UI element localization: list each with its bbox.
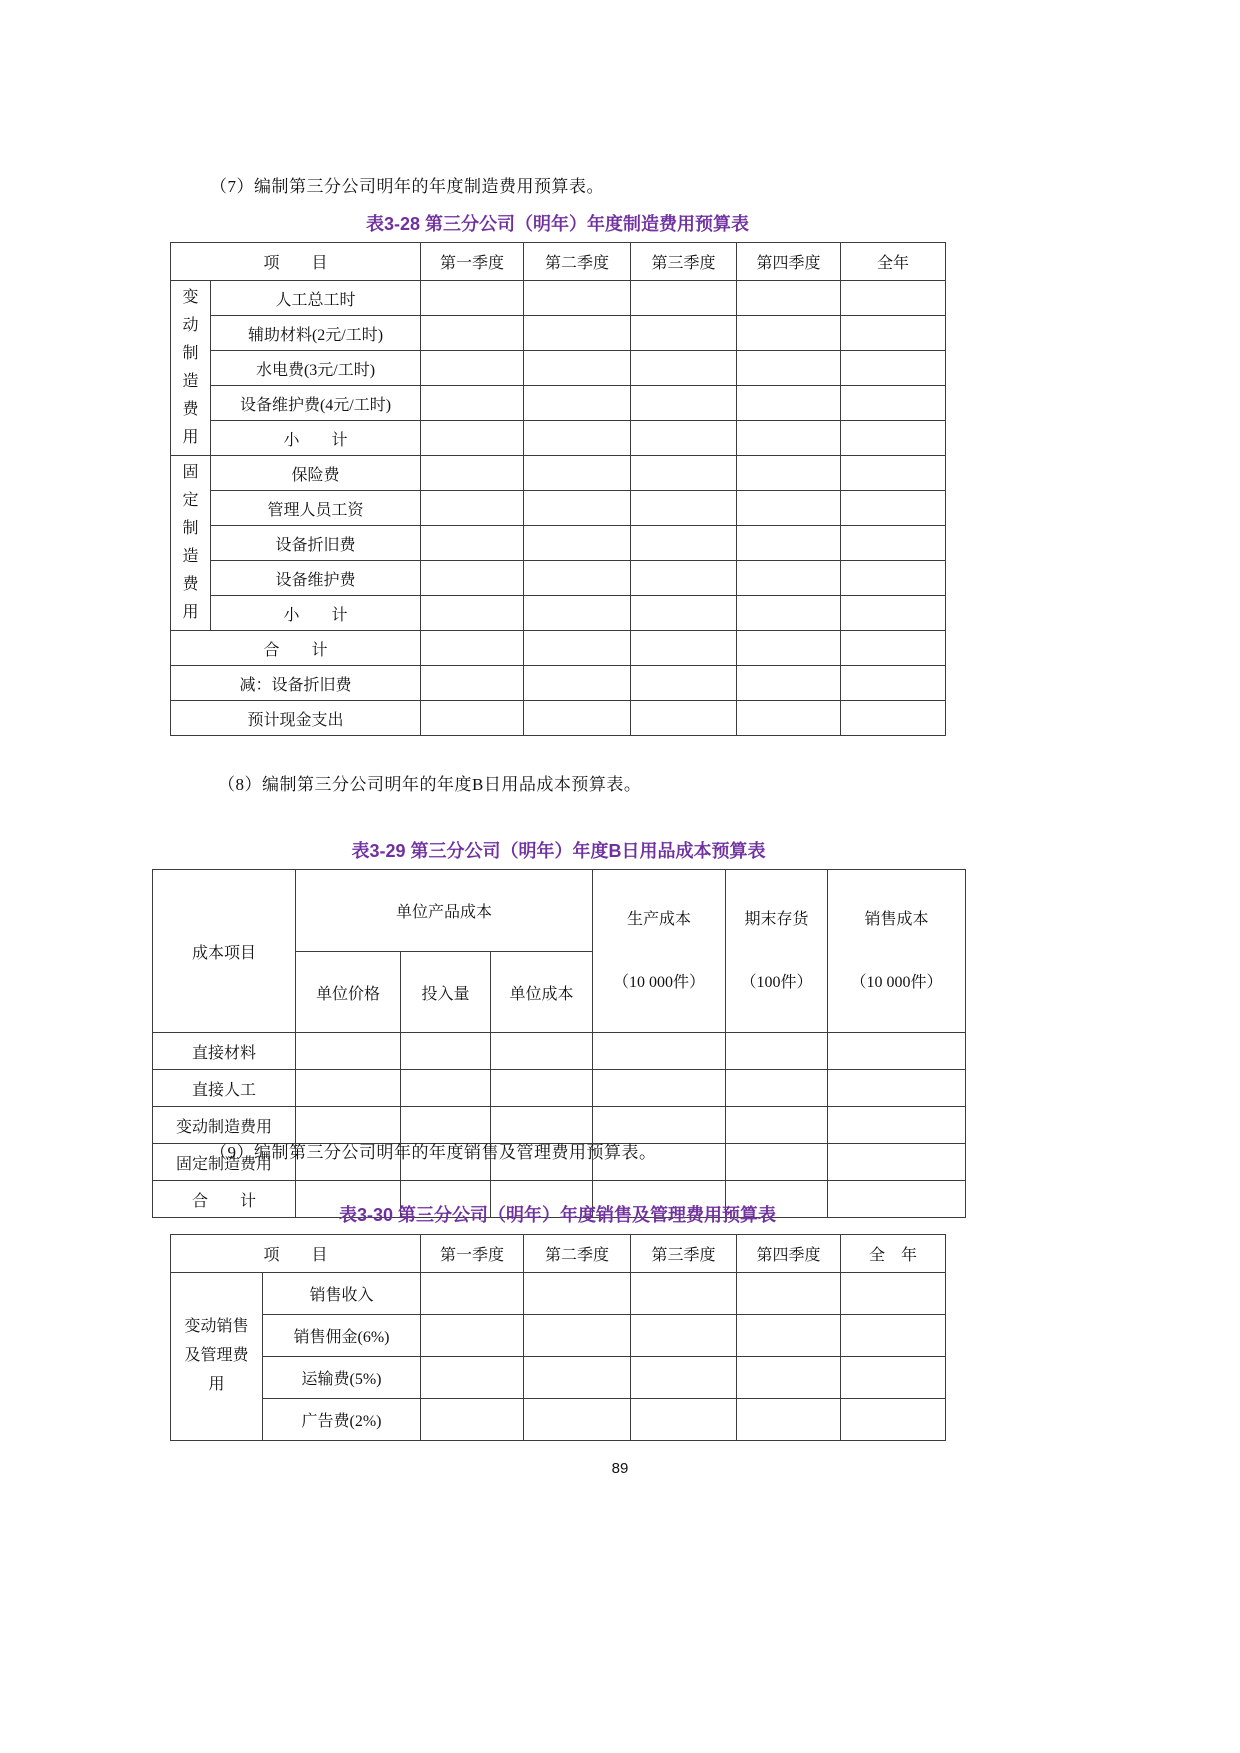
empty-cell	[421, 421, 524, 456]
row-label: 广告费(2%)	[263, 1399, 421, 1441]
empty-cell	[524, 386, 631, 421]
empty-cell	[841, 1315, 946, 1357]
header-line: 期末存货	[744, 911, 809, 928]
row-label: 保险费	[211, 456, 421, 491]
empty-cell	[524, 1357, 631, 1399]
empty-cell	[421, 386, 524, 421]
header-line: 销售成本	[864, 911, 929, 928]
col-header-sales-cost	[828, 870, 966, 1033]
empty-cell	[737, 561, 841, 596]
col-header-q4: 第四季度	[737, 243, 841, 281]
empty-cell	[737, 386, 841, 421]
empty-cell	[841, 281, 946, 316]
row-label-total: 合 计	[153, 1181, 296, 1218]
empty-cell	[421, 1399, 524, 1441]
row-label: 直接材料	[153, 1033, 296, 1070]
header-line: （10 000件）	[850, 974, 943, 992]
empty-cell	[421, 1315, 524, 1357]
col-header-q1: 第一季度	[421, 1235, 524, 1273]
col-header-unit-cost: 单位成本	[491, 951, 593, 1033]
header-line: 生产成本	[626, 911, 691, 928]
empty-cell	[421, 631, 524, 666]
col-header-q3: 第三季度	[631, 1235, 737, 1273]
empty-cell	[524, 526, 631, 561]
col-header-input-quantity: 投入量	[401, 951, 491, 1033]
empty-cell	[631, 1399, 737, 1441]
empty-cell	[841, 561, 946, 596]
empty-cell	[524, 421, 631, 456]
empty-cell	[421, 1273, 524, 1315]
empty-cell	[841, 526, 946, 561]
empty-cell	[421, 316, 524, 351]
empty-cell	[421, 351, 524, 386]
row-label: 运输费(5%)	[263, 1357, 421, 1399]
empty-cell	[524, 631, 631, 666]
empty-cell	[524, 1273, 631, 1315]
empty-cell	[841, 1273, 946, 1315]
row-label: 设备维护费	[211, 561, 421, 596]
col-header-q2: 第二季度	[524, 243, 631, 281]
empty-cell	[726, 1144, 828, 1181]
row-label-expected-cash: 预计现金支出	[171, 701, 421, 736]
empty-cell	[841, 596, 946, 631]
empty-cell	[421, 456, 524, 491]
row-group-variable-selling-admin	[171, 1273, 263, 1441]
empty-cell	[631, 491, 737, 526]
empty-cell	[841, 1399, 946, 1441]
empty-cell	[421, 701, 524, 736]
empty-cell	[737, 491, 841, 526]
col-header-production-cost	[593, 870, 726, 1033]
table-3-28	[170, 242, 946, 736]
empty-cell	[421, 281, 524, 316]
empty-cell	[524, 281, 631, 316]
empty-cell	[593, 1033, 726, 1070]
row-label: 销售收入	[263, 1273, 421, 1315]
empty-cell	[631, 701, 737, 736]
empty-cell	[524, 456, 631, 491]
empty-cell	[631, 666, 737, 701]
empty-cell	[841, 631, 946, 666]
empty-cell	[841, 456, 946, 491]
empty-cell	[631, 1273, 737, 1315]
empty-cell	[737, 1357, 841, 1399]
table-3-30	[170, 1234, 946, 1441]
col-header-item: 项 目	[171, 1235, 421, 1273]
row-label: 设备折旧费	[211, 526, 421, 561]
empty-cell	[737, 316, 841, 351]
group-label: 变动销售及管理费用	[184, 1318, 249, 1393]
empty-cell	[524, 491, 631, 526]
row-label-less-depreciation: 减：设备折旧费	[171, 666, 421, 701]
row-label: 直接人工	[153, 1070, 296, 1107]
empty-cell	[828, 1144, 966, 1181]
empty-cell	[737, 1315, 841, 1357]
row-group-fixed-mfg-cost	[171, 456, 211, 631]
empty-cell	[828, 1107, 966, 1144]
empty-cell	[631, 316, 737, 351]
empty-cell	[737, 456, 841, 491]
table-3-29	[152, 869, 966, 1218]
empty-cell	[491, 1070, 593, 1107]
group-label-vertical: 变动制造费用	[182, 289, 199, 446]
header-line: （10 000件）	[612, 974, 705, 992]
row-label-total: 合 计	[171, 631, 421, 666]
empty-cell	[737, 421, 841, 456]
group-label-vertical: 固定制造费用	[182, 464, 199, 621]
empty-cell	[737, 281, 841, 316]
empty-cell	[631, 456, 737, 491]
empty-cell	[631, 386, 737, 421]
empty-cell	[726, 1033, 828, 1070]
page-number: 89	[611, 1460, 629, 1477]
empty-cell	[841, 666, 946, 701]
row-label: 小 计	[211, 421, 421, 456]
empty-cell	[524, 596, 631, 631]
col-header-cost-item: 成本项目	[153, 870, 296, 1033]
empty-cell	[841, 316, 946, 351]
empty-cell	[841, 421, 946, 456]
row-label: 水电费(3元/工时)	[211, 351, 421, 386]
row-label: 固定制造费用	[153, 1144, 296, 1181]
empty-cell	[421, 491, 524, 526]
row-label: 销售佣金(6%)	[263, 1315, 421, 1357]
empty-cell	[421, 666, 524, 701]
row-label: 辅助材料(2元/工时)	[211, 316, 421, 351]
empty-cell	[737, 631, 841, 666]
col-header-unit-price: 单位价格	[296, 951, 401, 1033]
empty-cell	[631, 526, 737, 561]
table-3-29-title: 表3-29 第三分公司（明年）年度B日用品成本预算表	[351, 841, 766, 861]
table-3-30-title: 表3-30 第三分公司（明年）年度销售及管理费用预算表	[338, 1205, 777, 1225]
empty-cell	[841, 491, 946, 526]
empty-cell	[296, 1070, 401, 1107]
empty-cell	[491, 1033, 593, 1070]
paragraph-item-9: （9）编制第三分公司明年的年度销售及管理费用预算表。	[210, 1143, 657, 1162]
empty-cell	[737, 1399, 841, 1441]
empty-cell	[828, 1070, 966, 1107]
empty-cell	[841, 386, 946, 421]
row-group-variable-mfg-cost	[171, 281, 211, 456]
empty-cell	[524, 1315, 631, 1357]
row-label: 设备维护费(4元/工时)	[211, 386, 421, 421]
paragraph-item-8: （8）编制第三分公司明年的年度B日用品成本预算表。	[218, 775, 642, 794]
empty-cell	[828, 1033, 966, 1070]
empty-cell	[524, 316, 631, 351]
col-header-q4: 第四季度	[737, 1235, 841, 1273]
empty-cell	[593, 1070, 726, 1107]
row-label: 变动制造费用	[153, 1107, 296, 1144]
empty-cell	[841, 351, 946, 386]
empty-cell	[737, 1273, 841, 1315]
empty-cell	[726, 1070, 828, 1107]
empty-cell	[421, 561, 524, 596]
paragraph-item-7: （7）编制第三分公司明年的年度制造费用预算表。	[210, 177, 604, 196]
col-header-ending-inventory	[726, 870, 828, 1033]
row-label: 人工总工时	[211, 281, 421, 316]
empty-cell	[524, 666, 631, 701]
empty-cell	[524, 561, 631, 596]
empty-cell	[524, 1399, 631, 1441]
col-header-item: 项 目	[171, 243, 421, 281]
col-header-q2: 第二季度	[524, 1235, 631, 1273]
empty-cell	[401, 1033, 491, 1070]
empty-cell	[524, 351, 631, 386]
empty-cell	[726, 1107, 828, 1144]
empty-cell	[421, 596, 524, 631]
empty-cell	[737, 596, 841, 631]
empty-cell	[421, 1357, 524, 1399]
empty-cell	[524, 701, 631, 736]
row-label: 小 计	[211, 596, 421, 631]
empty-cell	[631, 561, 737, 596]
empty-cell	[841, 1357, 946, 1399]
empty-cell	[296, 1033, 401, 1070]
col-header-q1: 第一季度	[421, 243, 524, 281]
col-header-unit-product-cost: 单位产品成本	[296, 870, 593, 952]
empty-cell	[631, 1315, 737, 1357]
header-line: （100件）	[740, 974, 813, 992]
empty-cell	[631, 351, 737, 386]
empty-cell	[421, 526, 524, 561]
col-header-q3: 第三季度	[631, 243, 737, 281]
col-header-year: 全 年	[841, 1235, 946, 1273]
col-header-year: 全年	[841, 243, 946, 281]
empty-cell	[631, 596, 737, 631]
empty-cell	[737, 701, 841, 736]
row-label: 管理人员工资	[211, 491, 421, 526]
empty-cell	[401, 1070, 491, 1107]
empty-cell	[631, 281, 737, 316]
empty-cell	[737, 526, 841, 561]
empty-cell	[631, 1357, 737, 1399]
empty-cell	[737, 666, 841, 701]
empty-cell	[737, 351, 841, 386]
empty-cell	[841, 701, 946, 736]
empty-cell	[631, 631, 737, 666]
empty-cell	[631, 421, 737, 456]
table-3-28-title: 表3-28 第三分公司（明年）年度制造费用预算表	[365, 214, 750, 234]
